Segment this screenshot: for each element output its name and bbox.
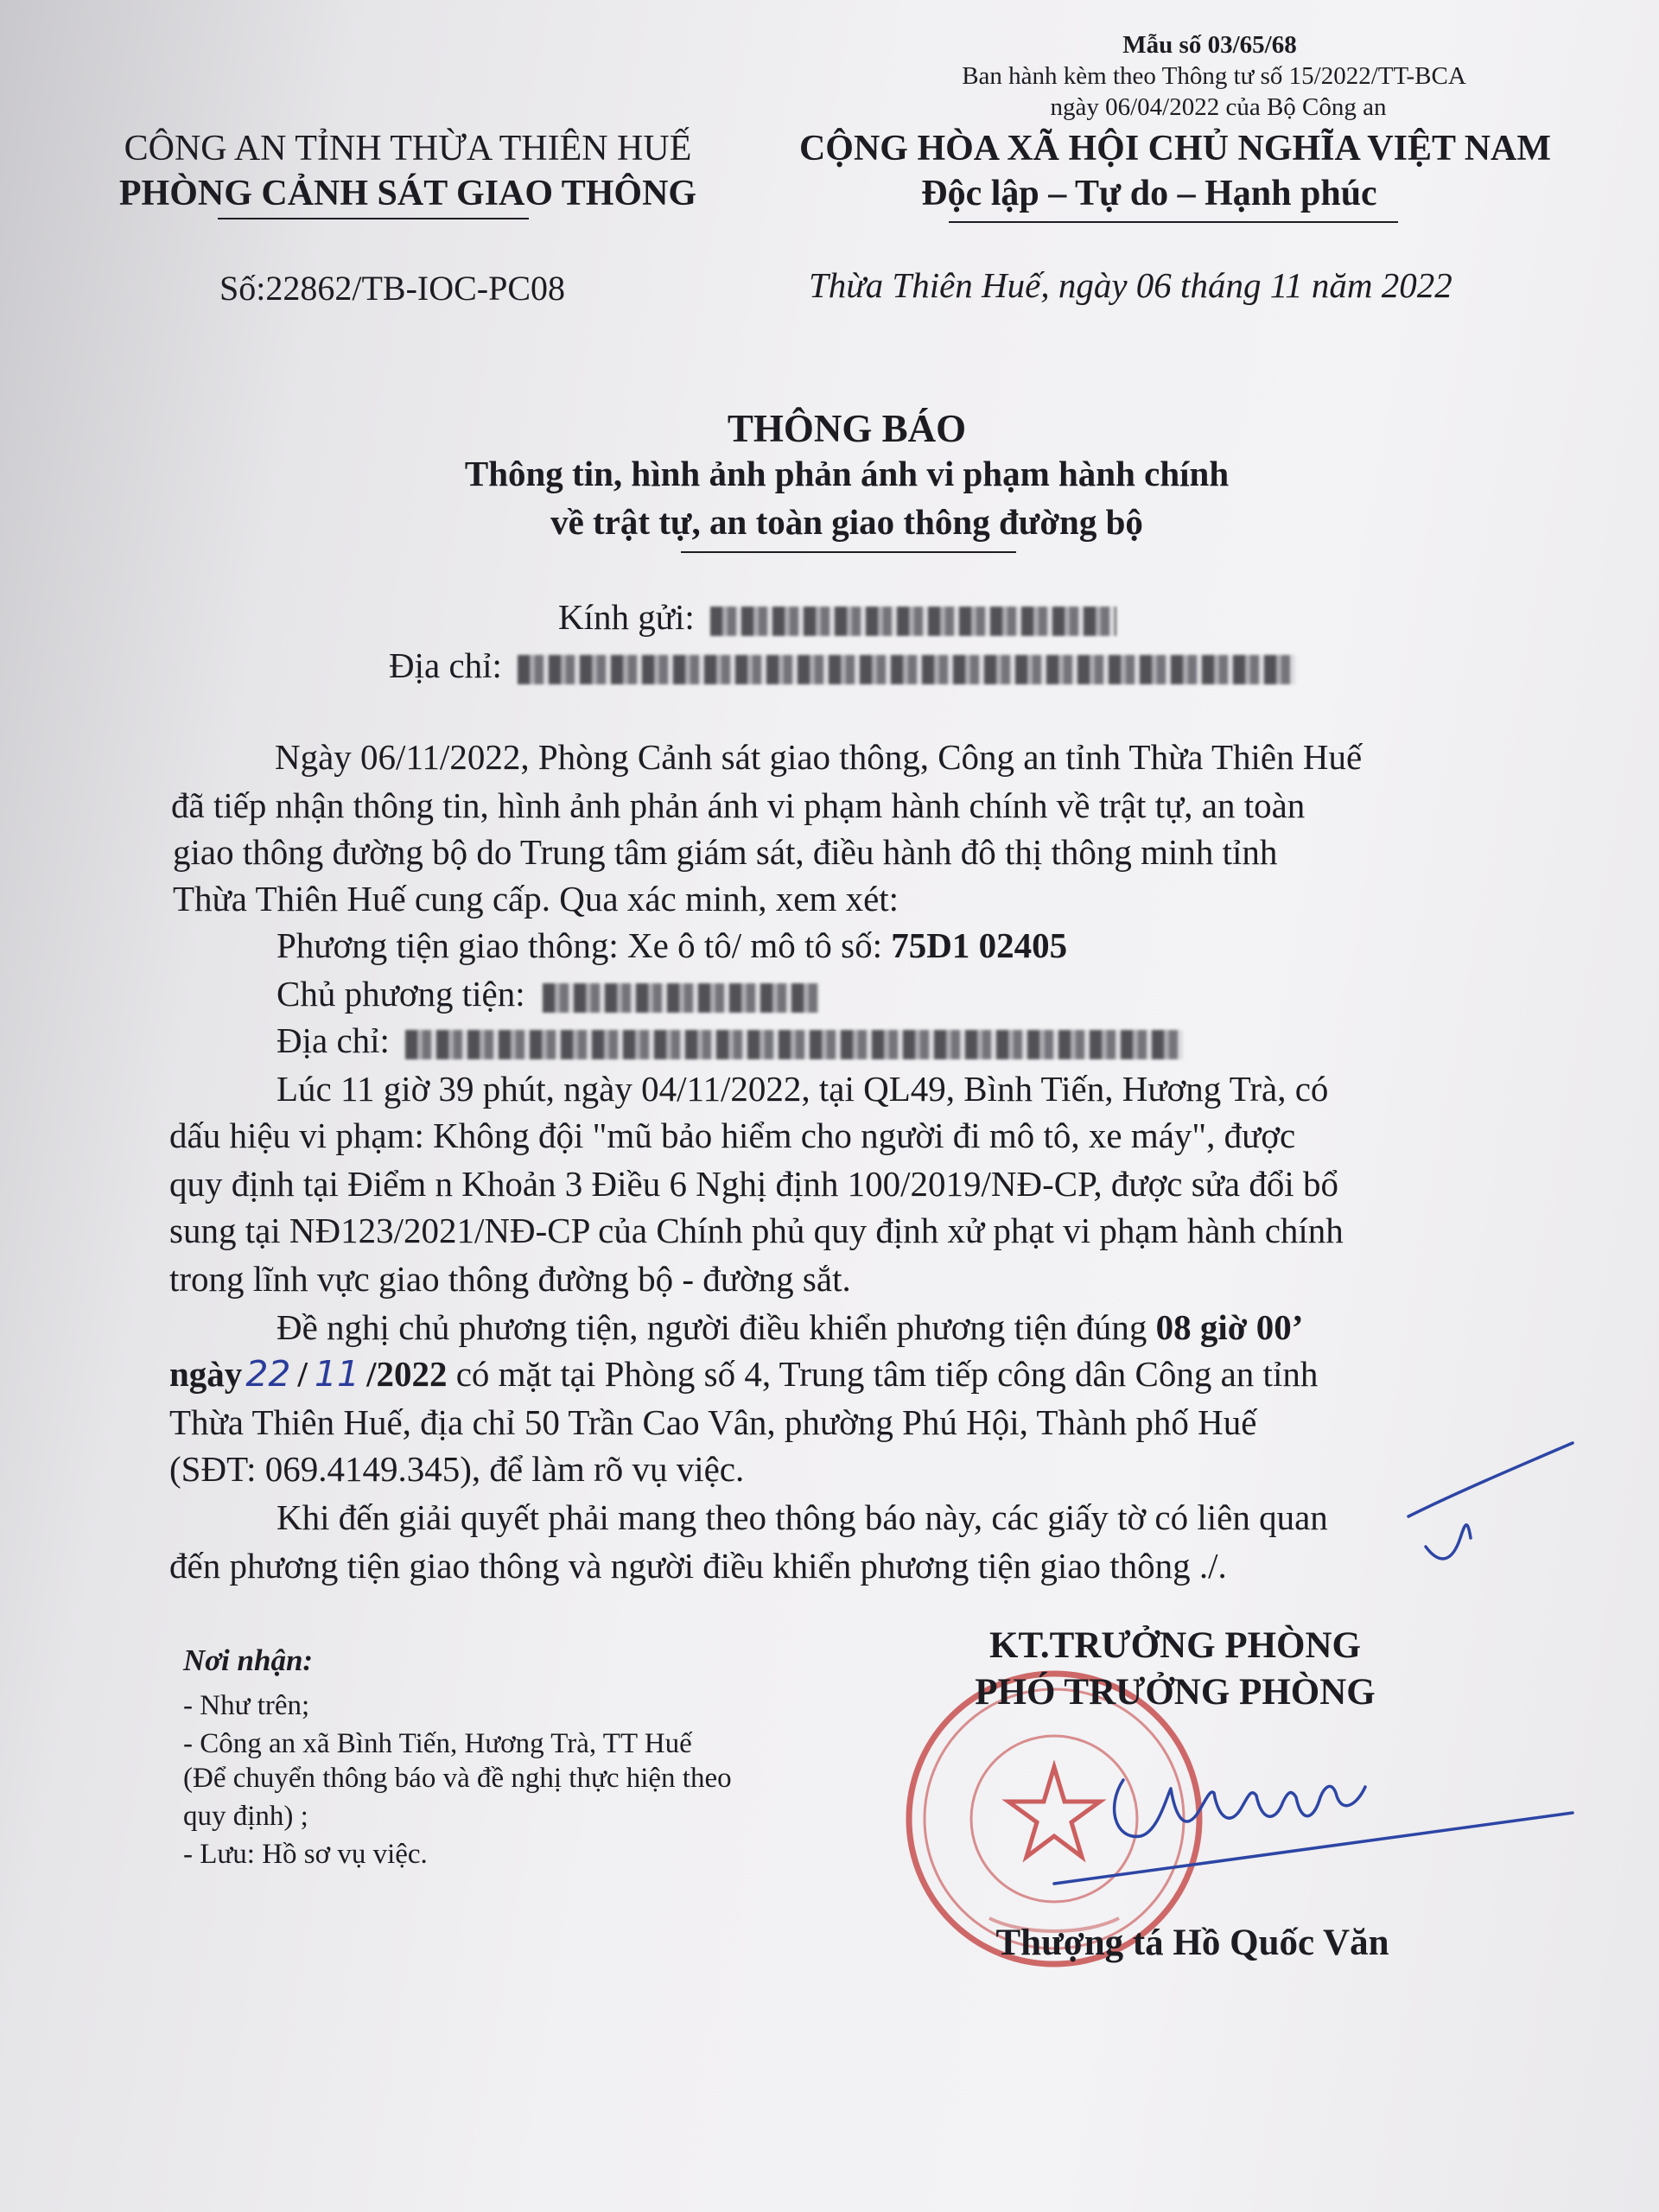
owner-label: Chủ phương tiện: xyxy=(276,974,525,1014)
receivers-line-4: quy định) ; xyxy=(183,1801,308,1832)
paragraph-3-line-4: (SĐT: 069.4149.345), để làm rõ vụ việc. xyxy=(169,1449,745,1489)
paragraph-3-text: Đề nghị chủ phương tiện, người điều khiển phương tiện đúng xyxy=(276,1307,1156,1347)
paragraph-3-line-3: Thừa Thiên Huế, địa chỉ 50 Trần Cao Vân, phường Phú Hội, Thành phố Huế xyxy=(169,1402,1257,1442)
paragraph-3-line-2 xyxy=(169,1353,1318,1395)
department-name: PHÒNG CẢNH SÁT GIAO THÔNG xyxy=(118,174,697,213)
pen-flourish xyxy=(1400,1434,1590,1581)
receivers-line-1: - Như trên; xyxy=(183,1690,310,1721)
recipient-line xyxy=(558,596,1116,638)
vehicle-line xyxy=(276,925,1067,966)
department-underline xyxy=(218,218,529,219)
redacted-recipient-name xyxy=(710,607,1116,636)
appointment-location: có mặt tại Phòng số 4, Trung tâm tiếp công dân Công an tỉnh xyxy=(447,1354,1319,1394)
paragraph-1-line-3: giao thông đường bộ do Trung tâm giám sát, điều hành đô thị thông minh tỉnh xyxy=(173,832,1278,872)
place-and-date: Thừa Thiên Huế, ngày 06 tháng 11 năm 2022 xyxy=(809,265,1452,305)
appointment-time: 08 giờ 00’ xyxy=(1155,1307,1304,1347)
document-title: THÔNG BÁO xyxy=(727,407,967,450)
appointment-day-label: ngày xyxy=(169,1354,243,1394)
date-separator: / xyxy=(297,1354,308,1394)
signatory-title-2: PHÓ TRƯỞNG PHÒNG xyxy=(975,1672,1376,1713)
form-number: Mẫu số 03/65/68 xyxy=(1122,31,1297,59)
paragraph-1-line-4: Thừa Thiên Huế cung cấp. Qua xác minh, xem xét: xyxy=(173,879,899,918)
document-subtitle-1: Thông tin, hình ảnh phản ánh vi phạm hành chính xyxy=(464,454,1230,493)
form-issued-date: ngày 06/04/2022 của Bộ Công an xyxy=(1050,93,1387,121)
paragraph-2-line-1: Lúc 11 giờ 39 phút, ngày 04/11/2022, tại QL49, Bình Tiến, Hương Trà, có xyxy=(276,1069,1329,1109)
paragraph-1-line-2: đã tiếp nhận thông tin, hình ảnh phản ánh vi phạm hành chính về trật tự, an toàn xyxy=(171,785,1306,825)
receivers-line-5: - Lưu: Hồ sơ vụ việc. xyxy=(183,1839,428,1870)
handwritten-month: 11 xyxy=(314,1353,360,1395)
handwritten-day: 22 xyxy=(245,1353,291,1395)
handwritten-signature xyxy=(1020,1719,1590,1910)
paragraph-3-line-1 xyxy=(276,1306,1303,1348)
appointment-year: /2022 xyxy=(366,1354,448,1394)
nation-name: CỘNG HÒA XÃ HỘI CHỦ NGHĨA VIỆT NAM xyxy=(798,129,1552,168)
receivers-line-2: - Công an xã Bình Tiến, Hương Trà, TT Huế xyxy=(183,1728,692,1759)
paragraph-4-line-1: Khi đến giải quyết phải mang theo thông báo này, các giấy tờ có liên quan xyxy=(276,1497,1328,1537)
vehicle-label: Phương tiện giao thông: Xe ô tô/ mô tô số: xyxy=(276,925,892,965)
recipient-address-label: Địa chỉ: xyxy=(389,645,502,685)
paragraph-2-line-4: sung tại NĐ123/2021/NĐ-CP của Chính phủ quy định xử phạt vi phạm hành chính xyxy=(169,1211,1344,1250)
recipient-label: Kính gửi: xyxy=(558,597,695,637)
paragraph-2-line-3: quy định tại Điểm n Khoản 3 Điều 6 Nghị định 100/2019/NĐ-CP, được sửa đổi bổ xyxy=(169,1164,1338,1204)
motto-underline xyxy=(949,221,1398,223)
paragraph-2-line-2: dấu hiệu vi phạm: Không đội "mũ bảo hiểm cho người đi mô tô, xe máy", được xyxy=(169,1116,1296,1155)
agency-name: CÔNG AN TỈNH THỪA THIÊN HUẾ xyxy=(124,129,692,168)
receivers-heading: Nơi nhận: xyxy=(183,1643,314,1677)
nation-motto: Độc lập – Tự do – Hạnh phúc xyxy=(921,174,1377,213)
receivers-line-3: (Để chuyển thông báo và đề nghị thực hiện theo xyxy=(183,1763,732,1794)
title-underline xyxy=(681,551,1016,553)
license-plate: 75D1 02405 xyxy=(891,925,1068,965)
redacted-owner-address xyxy=(405,1030,1183,1059)
document-number: Số:22862/TB-IOC-PC08 xyxy=(219,269,566,308)
paragraph-4-line-2: đến phương tiện giao thông và người điều khiển phương tiện giao thông ./. xyxy=(169,1546,1227,1586)
paragraph-1-line-1: Ngày 06/11/2022, Phòng Cảnh sát giao thông, Công an tỉnh Thừa Thiên Huế xyxy=(275,737,1363,777)
recipient-address-line xyxy=(389,645,1295,686)
redacted-recipient-address xyxy=(518,655,1295,684)
signatory-title-1: KT.TRƯỞNG PHÒNG xyxy=(989,1625,1361,1666)
owner-address-line xyxy=(276,1020,1183,1061)
signatory-name: Thượng tá Hồ Quốc Văn xyxy=(995,1923,1389,1963)
owner-line xyxy=(276,973,819,1014)
paragraph-2-line-5: trong lĩnh vực giao thông đường bộ - đường sắt. xyxy=(169,1259,851,1299)
document-subtitle-2: về trật tự, an toàn giao thông đường bộ xyxy=(550,502,1143,542)
owner-address-label: Địa chỉ: xyxy=(276,1020,390,1060)
redacted-owner-name xyxy=(543,983,819,1013)
form-issued-with: Ban hành kèm theo Thông tư số 15/2022/TT-BCA xyxy=(962,62,1466,90)
